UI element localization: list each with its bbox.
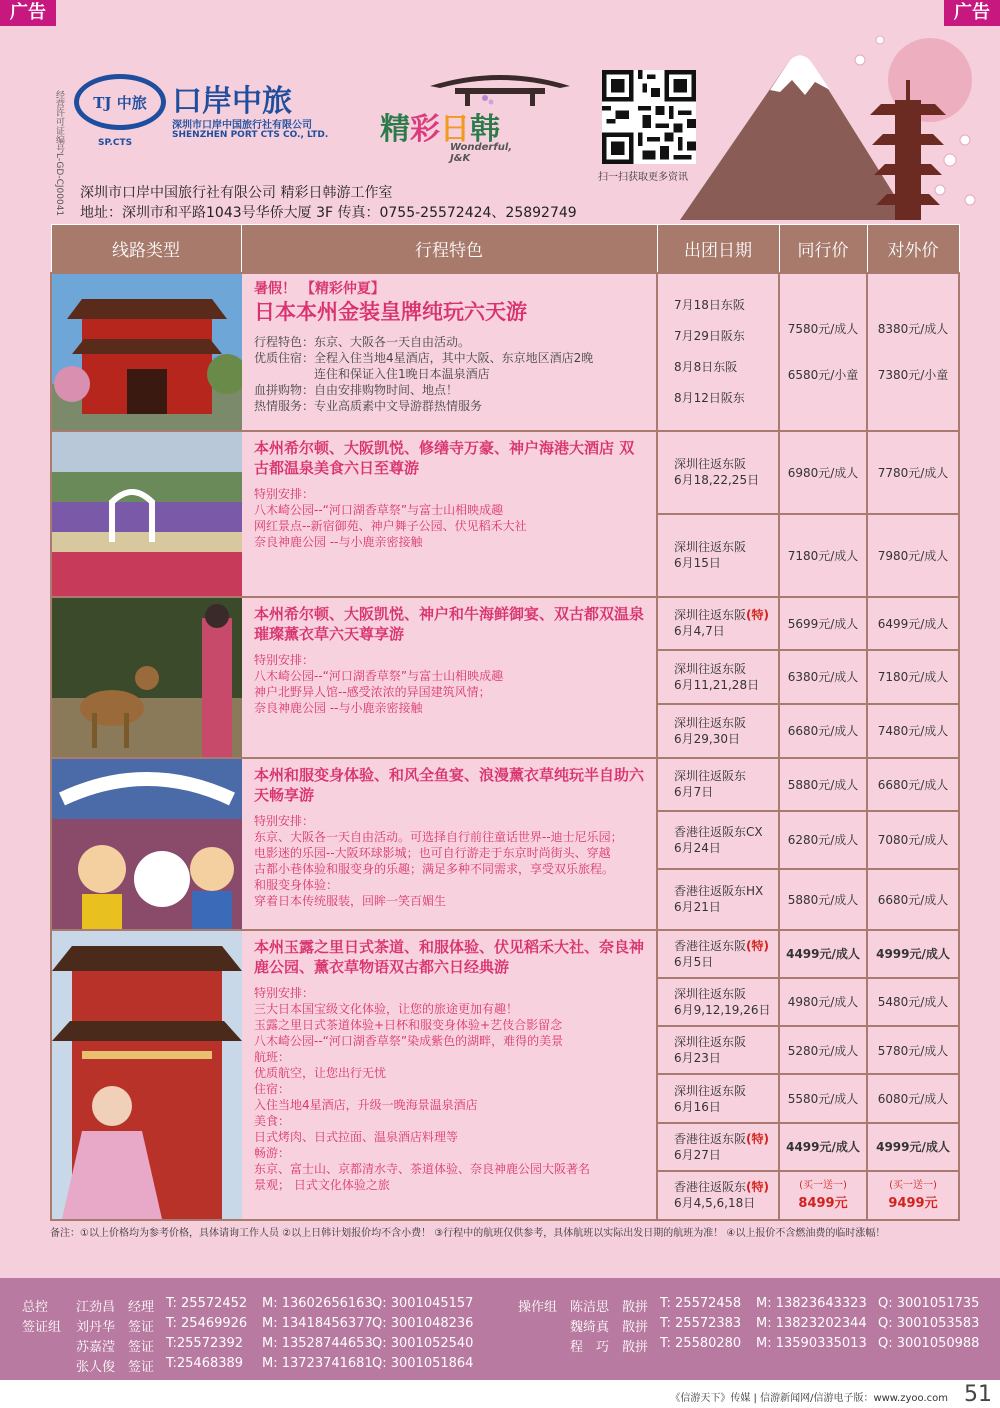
route-photo-1 [51,273,241,431]
departure-route: 深圳往返东阪 [674,608,747,623]
departure-date: 6月4,5,6,18日 [674,1196,756,1211]
header-date: 出团日期 [657,225,779,273]
departure-date: 6月15日 [674,556,721,570]
trade-price: 5880元/成人 [779,758,867,812]
route-line: 穿着日本传统服装，回眸一笑百媚生 [254,893,447,908]
route-line: 奈良神鹿公园 --与小鹿亲密接触 [254,700,423,715]
route-line: 热情服务：专业高质素中文导游群热情服务 [254,398,483,413]
contact-q: Q: 3001050988 [878,1336,980,1351]
route-line: 血拼购物：自由安排购物时间、地点！ [254,382,459,397]
departure-cell [657,1026,779,1074]
route-line: 优质航空，让您出行无忧 [254,1065,387,1080]
public-price [867,1171,959,1219]
public-price: 7980元/成人 [867,514,959,597]
contact-t: T: 25580280 [660,1336,742,1351]
route-line: 景观； 日式文化体验之旅 [254,1177,390,1192]
departure-date: 7月29日阪东 [674,328,745,343]
route-photo-2 [51,431,241,597]
departure-cell [657,514,779,597]
public-price: 5480元/成人 [867,978,959,1026]
trade-price: 5580元/成人 [779,1074,867,1122]
departure-date: 6月27日 [674,1147,721,1162]
trade-price-adult: 7580元/成人 [787,321,859,336]
contact-title: 签证 [128,1360,155,1375]
route-feature-3 [241,597,657,758]
fuji-pagoda-illustration [680,20,980,230]
contact-m: M: 13418456377 [262,1316,373,1331]
trade-price: 4499元/成人 [779,930,867,978]
departure-route: 香港往返阪东HX [674,884,764,899]
trade-price: 6380元/成人 [779,650,867,704]
public-price: 5780元/成人 [867,1026,959,1074]
routes-table [50,224,960,1221]
company-address: 地址：深圳市和平路1043号华侨大厦 3F 传真：0755-25572424、25892749 [80,205,577,221]
contact-m: M: 13590335013 [756,1336,867,1351]
departure-cell [657,869,779,930]
trade-price [779,273,867,431]
route-row [51,758,959,812]
departure-date: 8月12日阪东 [674,390,745,405]
brand-title-c: 日 [440,112,470,147]
route-line: 行程特色：东京、大阪各一天自由活动。 [254,334,471,349]
departure-route: 深圳往返东阪 [674,1083,747,1098]
trade-price-child: 6580元/小童 [787,367,859,382]
pagoda-roof-icon [425,66,575,106]
departure-cell [657,597,779,651]
departure-cell [657,704,779,758]
contact-q: Q: 3001053583 [878,1316,980,1331]
departure-cell [657,758,779,812]
route-label: 特别安排： [254,486,315,501]
departure-date: 6月16日 [674,1099,721,1114]
public-price-adult: 8380元/成人 [877,321,949,336]
header-public-price: 对外价 [867,225,959,273]
page-number: 51 [964,1382,992,1407]
ad-label-left: 广告 [0,0,56,26]
ad-label-right: 广告 [944,0,1000,26]
departure-date: 6月21日 [674,900,721,915]
departure-route: 香港往返东阪 [674,938,747,953]
contact-title: 散拼 [622,1300,649,1315]
contact-title: 签证 [128,1340,155,1355]
route-line: 网红景点--新宿御苑、神户舞子公园、伏见稻禾大社 [254,518,527,533]
contacts-panel [0,1278,1000,1380]
special-tag: (特) [746,608,769,623]
contact-title: 签证 [128,1320,155,1335]
route-feature-2 [241,431,657,597]
route-row [51,431,959,514]
public-price [867,273,959,431]
brand-logo [380,66,530,164]
route-line: 连住和保证入住1晚日本温泉酒店 [254,366,490,381]
route-title: 日本本州金装皇牌纯玩六天游 [254,299,527,324]
route-label: 特别安排： [254,985,315,1000]
public-price: 7480元/成人 [867,704,959,758]
trade-price: 6980元/成人 [779,431,867,514]
public-price: 4999元/成人 [867,930,959,978]
contact-name: 刘丹华 [76,1320,116,1335]
cts-logo [74,68,344,148]
departure-cell [657,1171,779,1219]
qr-caption: 扫一扫获取更多资讯 [598,172,688,183]
route-line: 入住当地4星酒店，升级一晚海景温泉酒店 [254,1097,478,1112]
header-trade-price: 同行价 [779,225,867,273]
trade-price: 6280元/成人 [779,811,867,869]
departure-date: 7月18日东阪 [674,297,745,312]
contact-name: 魏绮真 [570,1320,610,1335]
route-line: 奈良神鹿公园 --与小鹿亲密接触 [254,534,423,549]
route-dates-1 [657,273,779,431]
brand-title-d: 韩 [470,112,500,147]
header [50,60,960,225]
public-price: 7780元/成人 [867,431,959,514]
departure-route: 深圳往返阪东 [674,769,747,784]
contact-m: M: 13528744653 [262,1336,373,1351]
route-label: 畅游： [254,1145,291,1160]
route-title: 本州玉露之里日式茶道、和服体验、伏见稻禾大社、奈良神鹿公园、薰衣草物语双古都六日经典游 [254,937,645,976]
deer-park-photo [52,598,242,757]
contact-role: 签证组 [22,1320,62,1335]
cts-logo-sub-cn: 深圳市口岸中国旅行社有限公司 [172,120,312,131]
route-label: 航班： [254,1049,291,1064]
departure-date: 6月7日 [674,785,714,800]
promo-price: 8499元 [798,1195,848,1211]
remarks: 备注：①以上价格均为参考价格，具体请询工作人员 ②以上日韩计划报价均不含小费！ ③行程中的航班仅供参考，具体航班以实际出发日期的航班为准！ ④以上报价不含燃油费的临时涨幅！ [50,1228,886,1239]
route-line: 八木崎公园--“河口湖香草祭”与富士山相映成趣 [254,668,504,683]
contact-q: Q: 3001048236 [372,1316,474,1331]
contact-name: 陈洁思 [570,1300,610,1315]
departure-route: 深圳往返东阪 [674,715,747,730]
trade-price: 4980元/成人 [779,978,867,1026]
route-row [51,273,959,431]
cts-logo-name: 口岸中旅 [172,84,292,119]
route-feature-5 [241,930,657,1220]
route-line: 电影迷的乐园--大阪环球影城；也可自行游走于东京时尚街头、穿越 [254,845,611,860]
trade-price: 5880元/成人 [779,869,867,930]
public-price-child: 7380元/小童 [877,367,949,382]
contact-t: T: 25572458 [660,1296,742,1311]
route-label: 特别安排： [254,813,315,828]
route-line: 八木崎公园--“河口湖香草祭”与富士山相映成趣 [254,502,504,517]
departure-date: 6月23日 [674,1051,721,1066]
cts-logo-sub-en: SHENZHEN PORT CTS CO., LTD. [172,130,329,140]
contact-q: Q: 3001051735 [878,1296,980,1311]
departure-date: 6月11,21,28日 [674,677,760,692]
departure-cell [657,431,779,514]
footer-bar [0,1380,1000,1408]
brand-title-b: 彩 [410,112,440,147]
contact-role: 总控 [22,1300,49,1315]
departure-route: 深圳往返东阪 [674,986,747,1001]
route-line: 东京、大阪各一天自由活动。可选择自行前往童话世界--迪士尼乐园； [254,829,623,844]
route-label: 特别安排： [254,652,315,667]
header-feature: 行程特色 [241,225,657,273]
route-photo-3 [51,597,241,758]
contact-t: T: 25469926 [166,1316,248,1331]
contact-m: M: 13823643323 [756,1296,867,1311]
route-photo-5 [51,930,241,1220]
public-price: 6680元/成人 [867,758,959,812]
cts-logo-sp: SP.CTS [98,138,133,148]
route-label: 和服变身体验： [254,877,339,892]
route-line: 八木崎公园--“河口湖香草祭”染成紫色的湖畔，难得的美景 [254,1033,564,1048]
contact-title: 散拼 [622,1340,649,1355]
contact-q: Q: 3001052540 [372,1336,474,1351]
trade-price: 7180元/成人 [779,514,867,597]
special-tag: (特) [746,1131,769,1146]
route-row [51,597,959,651]
route-title: 本州希尔顿、大阪凯悦、神户和牛海鲜御宴、双古都双温泉璀璨薰衣草六天尊享游 [254,604,645,643]
route-line: 古都小巷体验和服变身的乐趣；满足多种不同需求，享受双乐旅程。 [254,861,615,876]
public-price: 6680元/成人 [867,869,959,930]
trade-price: 5280元/成人 [779,1026,867,1074]
promo-label: (买一送一) [799,1179,847,1191]
lavender-field-photo [52,432,242,596]
departure-route: 香港往返阪东 [674,1180,747,1195]
public-price: 6080元/成人 [867,1074,959,1122]
departure-date: 6月18,22,25日 [674,473,760,487]
contact-m: M: 13602656163 [262,1296,373,1311]
route-line: 优质住宿：全程入住当地4星酒店，其中大阪、东京地区酒店2晚 [254,350,594,365]
route-label: 住宿： [254,1081,291,1096]
brand-title-a: 精 [380,112,410,147]
promo-price: 9499元 [888,1195,938,1211]
header-type: 线路类型 [51,225,241,273]
departure-cell [657,1123,779,1171]
route-title: 本州和服变身体验、和风全鱼宴、浪漫薰衣草纯玩半自助六天畅享游 [254,765,645,804]
universal-studios-photo [52,759,242,929]
footer-text: 《信游天下》传媒 | 信游新闻网/信游电子版：www.zyoo.com [670,1393,948,1404]
route-line: 神户北野异人馆--感受浓浓的异国建筑风情； [254,684,491,699]
route-line: 玉露之里日式茶道体验+日杯和服变身体验+艺伎合影留念 [254,1017,563,1032]
contact-title: 散拼 [622,1320,649,1335]
route-line: 日式烤肉、日式拉面、温泉酒店料理等 [254,1129,459,1144]
trade-price [779,1171,867,1219]
contact-m: M: 13823202344 [756,1316,867,1331]
route-tagline: 暑假！ 【精彩仲夏】 [254,280,385,297]
contact-q: Q: 3001045157 [372,1296,474,1311]
contact-name: 苏嘉滢 [76,1340,116,1355]
route-feature-1 [241,273,657,431]
trade-price: 5699元/成人 [779,597,867,651]
public-price: 7180元/成人 [867,650,959,704]
route-label: 美食： [254,1113,291,1128]
departure-date: 6月5日 [674,954,714,969]
contact-t: T:25468389 [166,1356,244,1371]
brand-en: Wonderful, J&K [450,142,513,164]
route-photo-4 [51,758,241,930]
departure-route: 香港往返阪东CX [674,824,763,839]
trade-price: 4499元/成人 [779,1123,867,1171]
departure-date: 6月24日 [674,840,721,855]
departure-date: 6月9,12,19,26日 [674,1002,771,1017]
cts-logo-mark: TJ 中旅 [74,74,166,130]
departure-date: 6月4,7日 [674,624,725,639]
contact-name: 江劲昌 [76,1300,116,1315]
special-tag: (特) [746,938,769,953]
shrine-kimono-photo [52,931,242,1219]
departure-date: 6月29,30日 [674,731,740,746]
contact-q: Q: 3001051864 [372,1356,474,1371]
public-price: 6499元/成人 [867,597,959,651]
contact-m: M: 13723741681 [262,1356,373,1371]
public-price: 7080元/成人 [867,811,959,869]
license-number: 经营许可证编号L-GD-CJ00041 [54,90,64,217]
contact-name: 程 巧 [570,1340,610,1355]
route-line: 三大日本国宝级文化体验，让您的旅途更加有趣！ [254,1001,519,1016]
trade-price: 6680元/成人 [779,704,867,758]
departure-route: 香港往返东阪 [674,1131,747,1146]
departure-cell [657,1074,779,1122]
departure-cell [657,650,779,704]
contact-role: 操作组 [518,1300,558,1315]
contact-title: 经理 [128,1300,155,1315]
contact-t: T: 25572452 [166,1296,248,1311]
route-title: 本州希尔顿、大阪凯悦、修缮寺万豪、神户海港大酒店 双古都温泉美食六日至尊游 [254,438,635,477]
company-name: 深圳市口岸中国旅行社有限公司 精彩日韩游工作室 [80,185,393,201]
public-price: 4999元/成人 [867,1123,959,1171]
route-row [51,930,959,978]
departure-route: 深圳往返东阪 [674,1035,747,1050]
promo-label: (买一送一) [889,1179,937,1191]
special-tag: (特) [746,1180,769,1195]
departure-route: 深圳往返东阪 [674,457,747,471]
route-feature-4 [241,758,657,930]
departure-route: 深圳往返东阪 [674,661,747,676]
route-line: 东京、富士山、京都清水寺、茶道体验、奈良神鹿公园大阪著名 [254,1161,591,1176]
contact-t: T:25572392 [166,1336,244,1351]
departure-date: 8月8日东阪 [674,359,738,374]
departure-cell [657,930,779,978]
contact-t: T: 25572383 [660,1316,742,1331]
departure-route: 深圳往返东阪 [674,540,747,554]
contact-name: 张人俊 [76,1360,116,1375]
departure-cell [657,978,779,1026]
departure-cell [657,811,779,869]
temple-gate-photo [52,274,242,430]
